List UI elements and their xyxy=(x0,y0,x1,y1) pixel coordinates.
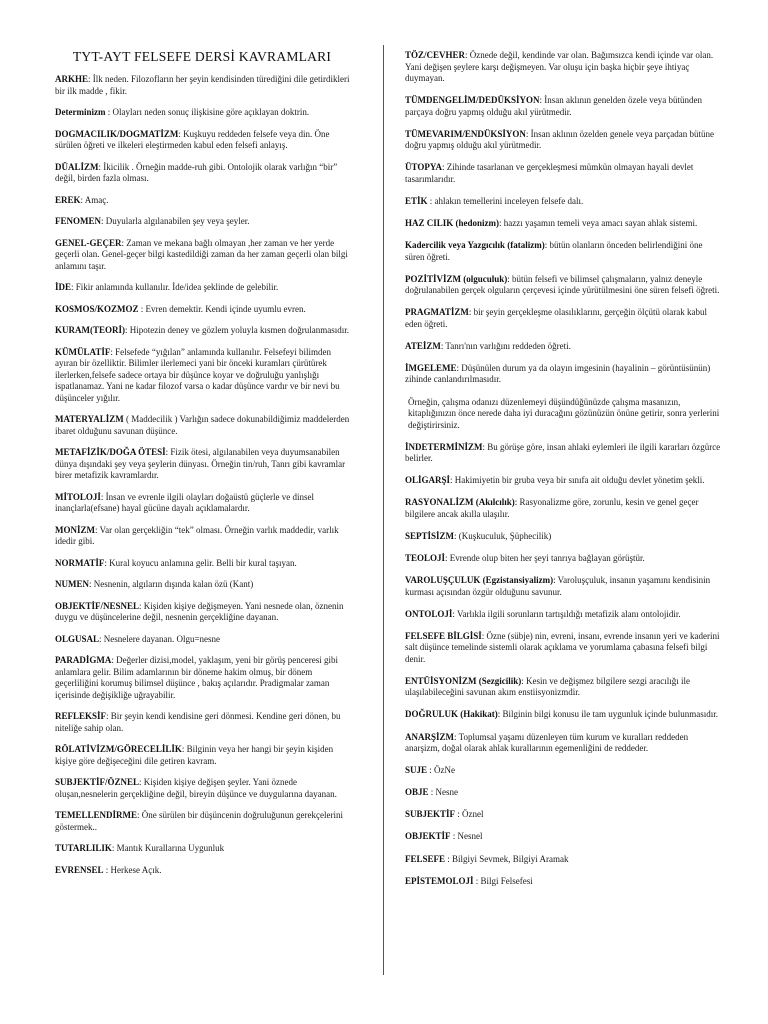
term-label: POZİTİVİZM (olguculuk) xyxy=(405,273,508,284)
term-label: MATERYALİZM xyxy=(55,414,124,424)
glossary-entry xyxy=(405,50,721,85)
term-definition: : Fikir anlamında kullanılır. İde/idea şeklinde de gelebilir. xyxy=(71,282,279,292)
term-label: RASYONALİZM (Akılcılık) xyxy=(405,497,515,508)
term-definition: : Kişiden kişiye değişmeyen. Yani nesnede olan, öznenin duygu ve düşüncelerine değil, nesnenin gerçekliğine dayanan. xyxy=(55,600,344,622)
term-definition: : (Kuşkuculuk, Şüphecilik) xyxy=(454,530,552,541)
glossary-entry xyxy=(405,162,721,185)
term-definition: : İkicilik . Örneğin madde-ruh gibi. Ontolojik olarak varlığın “bir” değil, birden fazla olması. xyxy=(55,161,338,183)
term-label: HAZ CILIK (hedonizm) xyxy=(405,217,500,228)
term-label: NUMEN xyxy=(55,579,89,589)
term-definition: : Kesin ve değişmez bilgilere sezgi aracılığı ile ulaşılabileceğini savunan akım enstiisyonizmdir. xyxy=(405,675,690,698)
term-label: KOSMOS/KOZMOZ xyxy=(55,303,139,314)
glossary-entry xyxy=(55,843,353,855)
term-label: OLGUSAL xyxy=(55,633,100,644)
term-label: TÜMDENGELİM/DEDÜKSİYON xyxy=(405,95,540,106)
term-label: ETİK xyxy=(405,195,428,206)
term-label: Determinizm xyxy=(55,107,106,117)
glossary-entry xyxy=(405,609,721,621)
term-definition: : Evren demektir. Kendi içinde uyumlu evren. xyxy=(138,303,306,314)
term-definition: : Amaç. xyxy=(80,194,109,205)
glossary-entry xyxy=(55,711,353,734)
term-label: KÜMÜLATİF xyxy=(55,346,111,357)
term-definition: : Kuşkuyu reddeden felsefe veya din. Öne sürülen öğreti ve ilkeleri eleştirmeden kabul eden felsefi anlayış. xyxy=(55,128,330,150)
term-label: VAROLUŞÇULUK (Egzistansiyalizm) xyxy=(405,575,554,586)
term-label: ONTOLOJİ xyxy=(405,608,453,619)
glossary-entry xyxy=(405,631,721,666)
glossary-entry xyxy=(55,347,353,405)
term-label: MONİZM xyxy=(55,524,95,535)
term-definition: : Evrende olup biten her şeyi tanrıya bağlayan görüştür. xyxy=(445,553,645,563)
term-label: ATEİZM xyxy=(405,340,441,351)
glossary-entry xyxy=(55,325,353,337)
term-definition: : bir şeyin gerçekleşme olasılıklarını, gerçeğin ölçütü olarak kabul eden öğreti. xyxy=(405,307,707,329)
term-definition: : Zihinde tasarlanan ve gerçekleşmesi mümkün olmayan hayali devlet tasarımlarıdır. xyxy=(405,162,694,184)
term-definition: : İnsan aklının genelden özele veya bütünden parçaya doğru yapmış olduğu akıl yürütmedir. xyxy=(405,95,702,117)
glossary-entry xyxy=(405,809,721,821)
glossary-entry xyxy=(405,218,721,230)
term-label: FENOMEN xyxy=(55,216,101,226)
term-definition: : Değerler dizisi,model, yaklaşım, yeni bir görüş penceresi gibi anlamlara gelir. Bilim adamlarının bir döneme hakim olmuş, bir dönem geçerliliğini korumuş bilimsel düşünce , bakış açılarıdır. Pradigmalar zaman içerisinde değişikliğe uğrayabilir. xyxy=(55,655,339,700)
glossary-entry xyxy=(405,831,721,843)
term-definition: : Bilgiyi Sevmek, Bilgiyi Aramak xyxy=(445,853,569,864)
term-label: OBJEKTİF xyxy=(405,831,451,842)
glossary-entry xyxy=(55,195,353,207)
term-definition: ( Maddecilik ) Varlığın sadece dokunabildiğimiz maddelerden ibaret olduğunu savunan düşünce. xyxy=(55,414,350,436)
term-definition: : İnsan ve evrenle ilgili olayları doğaüstü güçlerle ve dinsel inançlarla(efsane) hayal gücüne dayalı açıklamalardır. xyxy=(55,491,315,513)
term-definition: : Nesnelere dayanan. Olgu=nesne xyxy=(99,633,221,644)
term-definition: : İlk neden. Filozofların her şeyin kendisinden türediğini dile getirdikleri bir ilk madde , fikir. xyxy=(55,74,350,96)
term-definition: : Nesnel xyxy=(450,831,483,842)
term-label: İDE xyxy=(55,282,72,292)
glossary-entry xyxy=(55,216,353,228)
term-label: PRAGMATİZM xyxy=(405,307,469,318)
glossary-entry xyxy=(55,414,353,437)
term-definition: : ahlakın temellerini inceleyen felsefe dalı. xyxy=(427,195,584,206)
glossary-entry xyxy=(55,447,353,482)
term-definition: Örneğin, çalışma odanızı düzenlemeyi düşündüğünüzde çalışma masanızın, kitaplığınızın önce nerede daha iyi duracağını gözünüzün önüne getirir, sonra yerlerini değiştirirsiniz. xyxy=(408,396,720,430)
term-label: SEPTİSİZM xyxy=(405,530,455,541)
glossary-entry xyxy=(55,525,353,548)
term-label: PARADİGMA xyxy=(55,655,112,665)
term-label: METAFİZİK/DOĞA ÖTESİ xyxy=(55,447,166,457)
term-definition: : bütün felsefi ve bilimsel çalışmaların, yalnız deneyle doğrulanabilen gerçek olguların çerçevesi içinde yürütülmesini öne süren felsefi öğreti. xyxy=(405,273,720,296)
term-label: FELSEFE xyxy=(405,853,446,864)
glossary-entry xyxy=(405,854,721,866)
term-definition: : Bilgi Felsefesi xyxy=(473,875,533,886)
term-label: GENEL-GEÇER xyxy=(55,237,122,248)
term-label: TÜMEVARIM/ENDÜKSİYON xyxy=(405,128,526,139)
term-definition: : Nesnenin, algıların dışında kalan özü (Kant) xyxy=(89,579,254,589)
term-definition: : Özne (sübje) nin, evreni, insanı, evrende insanın yeri ve kaderini salt düşünce temelinde sistemli olarak açıklama ve yorumlama çabasına felsefi bilgi denir. xyxy=(405,630,720,664)
term-label: ANARŞİZM xyxy=(405,731,455,742)
term-definition: : Mantık Kurallarına Uygunluk xyxy=(111,843,225,853)
term-definition: : hazzı yaşamın temeli veya amacı sayan ahlak sistemi. xyxy=(499,217,698,228)
glossary-entry xyxy=(55,282,353,294)
column-divider xyxy=(383,45,384,975)
glossary-entry xyxy=(405,363,721,386)
glossary-entry xyxy=(55,129,353,152)
term-label: OBJE xyxy=(405,787,429,798)
term-label: DÜALİZM xyxy=(55,161,99,172)
term-label: SUJE xyxy=(405,765,428,776)
term-label: NORMATİF xyxy=(55,557,105,568)
term-label: OLİGARŞİ xyxy=(405,475,451,486)
term-definition: : Varlıkla ilgili sorunların tartışıldığı metafizik alanı ontolojidir. xyxy=(452,608,681,619)
glossary-entry xyxy=(55,74,353,97)
glossary-entry xyxy=(405,575,721,598)
term-label: EREK xyxy=(55,194,81,205)
term-definition: : Öznel xyxy=(455,809,484,820)
glossary-entry xyxy=(55,634,353,646)
glossary-entry xyxy=(405,531,721,543)
glossary-entry xyxy=(405,497,721,520)
term-label: SUBJEKTİF/ÖZNEL xyxy=(55,777,140,787)
glossary-entry xyxy=(55,238,353,273)
glossary-entry xyxy=(405,442,721,465)
glossary-entry xyxy=(55,492,353,515)
term-label: OBJEKTİF/NESNEL xyxy=(55,600,140,611)
term-label: İNDETERMİNİZM xyxy=(405,441,483,452)
term-definition: : Öznede değil, kendinde var olan. Bağımsızca kendi içinde var olan. Yani değişen şeylere karşı değişmeyen. Var oluşu için başka hiçbir şeye ihtiyaç duymayan. xyxy=(405,50,714,83)
term-definition: : Var olan gerçekliğin “tek” olması. Örneğin varlık maddedir, varlık idedir gibi. xyxy=(55,524,339,546)
right-column xyxy=(405,50,721,898)
glossary-entry xyxy=(405,553,721,565)
term-definition: : Bu görüşe göre, insan ahlaki eylemleri ile ilgili kararları özgürce belirler. xyxy=(405,441,721,464)
term-definition: : Herkese Açık. xyxy=(103,864,162,875)
term-definition: : Nesne xyxy=(428,787,459,798)
glossary-entry xyxy=(405,307,721,330)
glossary-example-note xyxy=(405,397,721,432)
term-definition: : Bilginin veya her hangi bir şeyin kişiden kişiye göre değişeceğini dile getiren kavram. xyxy=(55,744,334,766)
glossary-entry xyxy=(405,274,721,297)
term-label: TÖZ/CEVHER xyxy=(405,50,466,60)
term-definition: : Hipotezin deney ve gözlem yoluyla kısmen doğrulanmasıdır. xyxy=(125,325,349,335)
term-definition: : Toplumsal yaşamı düzenleyen tüm kurum ve kuralları reddeden anarşizm, doğal olarak ahlak kurallarının egemenliğini de reddeder. xyxy=(405,731,689,754)
glossary-entry xyxy=(405,676,721,699)
glossary-entry xyxy=(55,744,353,767)
term-definition: : Duyularla algılanabilen şey veya şeyler. xyxy=(101,216,250,226)
glossary-entry xyxy=(405,709,721,721)
term-label: RÖLATİVİZM/GÖRECELİLİK xyxy=(55,744,182,754)
glossary-entry xyxy=(55,162,353,185)
glossary-entry xyxy=(55,304,353,316)
left-column xyxy=(55,74,353,886)
glossary-entry xyxy=(405,732,721,755)
term-definition: : Hakimiyetin bir gruba veya bir sınıfa ait olduğu devlet yönetim şekli. xyxy=(450,475,705,486)
term-label: İMGELEME xyxy=(405,362,457,373)
page-title: TYT-AYT FELSEFE DERSİ KAVRAMLARI xyxy=(72,49,332,64)
glossary-entry xyxy=(405,95,721,118)
term-label: Kadercilik veya Yazgıcılık (fatalizm) xyxy=(405,240,545,251)
term-label: FELSEFE BİLGİSİ xyxy=(405,630,482,641)
glossary-entry xyxy=(55,558,353,570)
term-label: SUBJEKTİF xyxy=(405,809,456,820)
term-label: ÜTOPYA xyxy=(405,162,443,173)
term-label: TEOLOJİ xyxy=(405,553,446,563)
glossary-entry xyxy=(405,240,721,263)
term-label: MİTOLOJİ xyxy=(55,491,101,502)
glossary-entry xyxy=(405,787,721,799)
glossary-entry xyxy=(55,810,353,833)
term-definition: : Varoluşçuluk, insanın yaşamını kendisinin kurması açısından özgür olduğunu savunur. xyxy=(405,575,711,597)
term-definition: : Fizik ötesi, algılanabilen veya duyumsanabilen dünya dışındaki şey veya şeylerin dünyası. Örneğin tin/ruh, Tanrı gibi kavramlar birer metafizik kavramlardır. xyxy=(55,447,346,480)
glossary-entry xyxy=(405,876,721,888)
term-definition: : Tanrı'nın varlığını reddeden öğreti. xyxy=(440,340,571,351)
glossary-entry xyxy=(55,107,353,119)
glossary-entry xyxy=(55,777,353,800)
term-definition: : Felsefede “yığılan” anlamında kullanılır. Felsefeyi bilimden ayıran bir özelliktir. Bilimler ilerlemeci yani bir önceki kuramları çürütürek ilerlerken,felsefe sadece ortaya bir düşünce koyar ve doğruluğu yanlışlığı ispatlanamaz. Yani ne kadar filozof varsa o kadar düşünce vardır ve bir nevi bu düşünceler yığılır. xyxy=(55,346,340,403)
term-label: TEMELLENDİRME xyxy=(55,810,138,820)
term-definition: : Rasyonalizme göre, zorunlu, kesin ve genel geçer bilgilere ancak akılla ulaşılır. xyxy=(405,497,699,519)
term-definition: : Zaman ve mekana bağlı olmayan ,her zaman ve her yerde geçerli olan. Genel-geçer bilgi kastedildiği zaman da her zaman geçerli olan bilgi anlamını taşır. xyxy=(55,237,348,271)
glossary-entry xyxy=(405,129,721,152)
term-label: TUTARLILIK xyxy=(55,843,112,853)
term-definition: : Bir şeyin kendi kendisine geri dönmesi. Kendine geri dönen, bu niteliğe sahip olan. xyxy=(55,711,341,733)
glossary-entry xyxy=(55,655,353,701)
term-label: DOGMACILIK/DOGMATİZM xyxy=(55,128,179,139)
term-label: ARKHE xyxy=(55,74,89,84)
term-definition: : ÖzNe xyxy=(427,765,456,776)
glossary-entry xyxy=(55,601,353,624)
term-definition: : Bilginin bilgi konusu ile tam uygunluk içinde bulunmasıdır. xyxy=(497,709,719,720)
glossary-entry xyxy=(405,475,721,487)
term-definition: : Düşünülen durum ya da olayın imgesinin (hayalinin – görüntüsünün) zihinde canlandırılmasıdır. xyxy=(405,362,711,385)
term-label: KURAM(TEORİ) xyxy=(55,325,125,335)
term-label: REFLEKSİF xyxy=(55,711,107,721)
glossary-entry xyxy=(405,341,721,353)
term-label: EPİSTEMOLOJİ xyxy=(405,875,474,886)
term-definition: : İnsan aklının özelden genele veya parçadan bütüne doğru yapmış olduğu akıl yürütmedir. xyxy=(405,128,715,151)
term-definition: : Olayları neden sonuç ilişkisine göre açıklayan doktrin. xyxy=(105,107,310,117)
term-definition: : Kural koyucu anlamına gelir. Belli bir kural taşıyan. xyxy=(104,557,297,568)
term-label: ENTÜİSYONİZM (Sezgicilik) xyxy=(405,675,522,686)
term-label: EVRENSEL xyxy=(55,864,104,875)
glossary-entry xyxy=(55,579,353,591)
term-definition: : Öne sürülen bir düşüncenin doğruluğunun gerekçelerini göstermek.. xyxy=(55,810,343,832)
term-label: DOĞRULUK (Hakikat) xyxy=(405,709,498,720)
glossary-entry xyxy=(55,865,353,877)
term-definition: : Kişiden kişiye değişen şeyler. Yani öznede oluşan,nesnelerin gerçekliğine değil, bireyin düşünce ve duygularına dayanan. xyxy=(55,777,337,799)
term-definition: : bütün olanların önceden belirlendiğini öne süren öğreti. xyxy=(405,240,703,262)
glossary-entry xyxy=(405,765,721,777)
glossary-entry xyxy=(405,196,721,208)
